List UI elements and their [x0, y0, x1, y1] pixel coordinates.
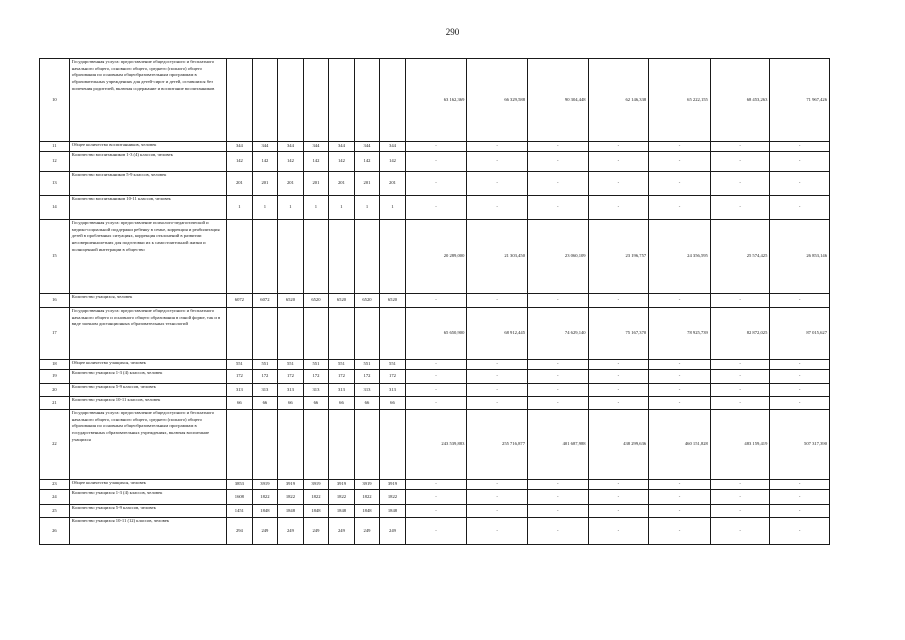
quantity-cell: 172	[380, 370, 406, 384]
amount-cell: 23 060,109	[527, 220, 588, 294]
quantity-cell	[252, 220, 278, 294]
amount-cell: -	[770, 294, 830, 308]
amount-cell: -	[649, 172, 711, 196]
description-cell: Количество учащихся 5-9 классов, человек	[69, 505, 226, 518]
quantity-cell: 142	[354, 152, 380, 172]
quantity-cell: 172	[329, 370, 355, 384]
amount-cell: -	[405, 294, 467, 308]
quantity-cell: 172	[278, 370, 304, 384]
amount-cell: -	[770, 505, 830, 518]
table-row	[40, 370, 830, 384]
row-number-cell: 11	[40, 142, 70, 152]
quantity-cell: 142	[252, 152, 278, 172]
amount-cell: 24 356,595	[649, 220, 711, 294]
quantity-cell: 66	[303, 397, 329, 410]
quantity-cell	[354, 220, 380, 294]
amount-cell: -	[588, 480, 649, 490]
amount-cell: -	[405, 397, 467, 410]
amount-cell: -	[649, 505, 711, 518]
quantity-cell	[380, 308, 406, 360]
amount-cell: -	[467, 294, 528, 308]
amount-cell: -	[770, 490, 830, 505]
amount-cell: 87 015,627	[770, 308, 830, 360]
quantity-cell: 6520	[380, 294, 406, 308]
amount-cell: -	[588, 294, 649, 308]
quantity-cell: 344	[227, 142, 253, 152]
quantity-cell: 249	[380, 518, 406, 545]
amount-cell: -	[649, 360, 711, 370]
row-number-cell: 14	[40, 196, 70, 220]
quantity-cell: 66	[252, 397, 278, 410]
amount-cell: -	[467, 397, 528, 410]
amount-cell: -	[770, 152, 830, 172]
quantity-cell: 201	[354, 172, 380, 196]
quantity-cell: 344	[380, 142, 406, 152]
quantity-cell: 249	[278, 518, 304, 545]
amount-cell: 63 162,369	[405, 59, 467, 142]
amount-cell: -	[710, 360, 770, 370]
amount-cell: -	[588, 397, 649, 410]
row-number-cell: 18	[40, 360, 70, 370]
quantity-cell: 201	[303, 172, 329, 196]
quantity-cell: 1822	[303, 490, 329, 505]
quantity-cell: 1	[329, 196, 355, 220]
amount-cell: -	[527, 370, 588, 384]
amount-cell: -	[710, 490, 770, 505]
table-row	[40, 152, 830, 172]
quantity-cell: 1848	[278, 505, 304, 518]
quantity-cell	[303, 410, 329, 480]
amount-cell: -	[588, 142, 649, 152]
description-cell: Количество учащихся, человек	[69, 294, 226, 308]
row-number-cell: 13	[40, 172, 70, 196]
amount-cell: -	[405, 480, 467, 490]
table-row	[40, 518, 830, 545]
table-row	[40, 505, 830, 518]
amount-cell: -	[649, 142, 711, 152]
amount-cell: 401 687,988	[527, 410, 588, 480]
amount-cell: -	[588, 490, 649, 505]
quantity-cell	[252, 410, 278, 480]
quantity-cell: 142	[329, 152, 355, 172]
row-number-cell: 16	[40, 294, 70, 308]
quantity-cell: 66	[380, 397, 406, 410]
amount-cell: -	[710, 480, 770, 490]
amount-cell: 82 872,025	[710, 308, 770, 360]
amount-cell: -	[710, 505, 770, 518]
table-row	[40, 490, 830, 505]
amount-cell: 90 304,448	[527, 59, 588, 142]
quantity-cell: 66	[227, 397, 253, 410]
amount-cell: -	[649, 196, 711, 220]
quantity-cell: 313	[354, 384, 380, 397]
amount-cell: -	[405, 196, 467, 220]
table-row	[40, 196, 830, 220]
description-cell: Государственная услуга: предоставление общедоступного и бесплатного начального общего и основного общего образования в очной форме, так и в виде заочном дистанционных образовательных технологий	[69, 308, 226, 360]
amount-cell: 25 574,425	[710, 220, 770, 294]
table-row	[40, 384, 830, 397]
quantity-cell: 1	[227, 196, 253, 220]
quantity-cell: 142	[380, 152, 406, 172]
amount-cell: 65 650,900	[405, 308, 467, 360]
quantity-cell: 172	[252, 370, 278, 384]
quantity-cell	[380, 410, 406, 480]
amount-cell: 21 303,450	[467, 220, 528, 294]
description-cell: Количество воспитанников 10-11 классов, человек	[69, 196, 226, 220]
quantity-cell: 142	[227, 152, 253, 172]
quantity-cell: 313	[278, 384, 304, 397]
amount-cell: 23 196,757	[588, 220, 649, 294]
amount-cell: -	[770, 518, 830, 545]
row-number-cell: 19	[40, 370, 70, 384]
amount-cell: -	[710, 518, 770, 545]
quantity-cell: 344	[278, 142, 304, 152]
quantity-cell: 3919	[303, 480, 329, 490]
amount-cell: -	[467, 480, 528, 490]
description-cell: Количество учащихся 1-3 (4) классов, человек	[69, 370, 226, 384]
amount-cell: 78 925,739	[649, 308, 711, 360]
amount-cell: -	[649, 480, 711, 490]
quantity-cell: 66	[354, 397, 380, 410]
row-number-cell: 26	[40, 518, 70, 545]
amount-cell: -	[649, 152, 711, 172]
quantity-cell: 1848	[380, 505, 406, 518]
description-cell: Общее количество воспитанников, человек	[69, 142, 226, 152]
quantity-cell: 3919	[329, 480, 355, 490]
amount-cell: -	[710, 142, 770, 152]
amount-cell: 68 453,263	[710, 59, 770, 142]
amount-cell: 68 912,445	[467, 308, 528, 360]
amount-cell: -	[467, 518, 528, 545]
amount-cell: -	[405, 142, 467, 152]
amount-cell: -	[588, 152, 649, 172]
table-row	[40, 220, 830, 294]
amount-cell: 66 329,588	[467, 59, 528, 142]
table-row	[40, 294, 830, 308]
quantity-cell	[354, 59, 380, 142]
row-number-cell: 24	[40, 490, 70, 505]
amount-cell: -	[588, 370, 649, 384]
description-cell: Количество воспитанников 5-9 классов, человек	[69, 172, 226, 196]
amount-cell: -	[710, 196, 770, 220]
quantity-cell: 201	[227, 172, 253, 196]
amount-cell: -	[527, 172, 588, 196]
quantity-cell	[227, 410, 253, 480]
amount-cell: 460 151,828	[649, 410, 711, 480]
table-row	[40, 410, 830, 480]
amount-cell: -	[770, 172, 830, 196]
amount-cell: -	[527, 480, 588, 490]
row-number-cell: 20	[40, 384, 70, 397]
quantity-cell: 313	[227, 384, 253, 397]
amount-cell: -	[770, 142, 830, 152]
quantity-cell: 1848	[329, 505, 355, 518]
amount-cell: -	[467, 490, 528, 505]
quantity-cell	[380, 59, 406, 142]
quantity-cell: 294	[227, 518, 253, 545]
quantity-cell: 1451	[227, 505, 253, 518]
amount-cell: -	[649, 370, 711, 384]
quantity-cell	[329, 308, 355, 360]
quantity-cell: 6072	[252, 294, 278, 308]
quantity-cell: 172	[227, 370, 253, 384]
amount-cell: -	[467, 196, 528, 220]
amount-cell: -	[405, 360, 467, 370]
amount-cell: -	[649, 294, 711, 308]
quantity-cell: 313	[329, 384, 355, 397]
row-number-cell: 22	[40, 410, 70, 480]
row-number-cell: 25	[40, 505, 70, 518]
amount-cell: -	[467, 360, 528, 370]
amount-cell: -	[467, 142, 528, 152]
amount-cell: -	[527, 384, 588, 397]
amount-cell: -	[710, 384, 770, 397]
quantity-cell: 142	[278, 152, 304, 172]
amount-cell: -	[527, 142, 588, 152]
amount-cell: -	[649, 397, 711, 410]
description-cell: Количество воспитанников 1-3 (4) классов, человек	[69, 152, 226, 172]
amount-cell: 62 146,338	[588, 59, 649, 142]
quantity-cell	[252, 308, 278, 360]
quantity-cell: 201	[329, 172, 355, 196]
amount-cell: -	[405, 172, 467, 196]
amount-cell: 71 967,426	[770, 59, 830, 142]
quantity-cell	[303, 59, 329, 142]
table-row	[40, 360, 830, 370]
amount-cell: -	[405, 518, 467, 545]
quantity-cell: 249	[252, 518, 278, 545]
row-number-cell: 12	[40, 152, 70, 172]
amount-cell: 255 716,877	[467, 410, 528, 480]
quantity-cell: 249	[354, 518, 380, 545]
amount-cell: -	[527, 490, 588, 505]
description-cell: Количество учащихся 10-11 классов, человек	[69, 397, 226, 410]
amount-cell: -	[710, 172, 770, 196]
description-cell: Количество учащихся 10-11 (12) классов, человек	[69, 518, 226, 545]
quantity-cell	[227, 59, 253, 142]
quantity-cell	[278, 308, 304, 360]
quantity-cell: 344	[329, 142, 355, 152]
quantity-cell	[278, 410, 304, 480]
amount-cell: -	[710, 152, 770, 172]
quantity-cell: 551	[354, 360, 380, 370]
quantity-cell: 249	[303, 518, 329, 545]
quantity-cell: 3853	[227, 480, 253, 490]
amount-cell: -	[770, 480, 830, 490]
amount-cell: -	[467, 384, 528, 397]
page-number: 290	[445, 27, 460, 37]
amount-cell: -	[770, 397, 830, 410]
quantity-cell: 344	[354, 142, 380, 152]
quantity-cell: 3919	[252, 480, 278, 490]
amount-cell: -	[588, 384, 649, 397]
amount-cell: -	[710, 397, 770, 410]
amount-cell: -	[405, 505, 467, 518]
quantity-cell	[329, 59, 355, 142]
amount-cell: -	[527, 397, 588, 410]
amount-cell: -	[405, 370, 467, 384]
quantity-cell	[278, 59, 304, 142]
amount-cell: -	[649, 490, 711, 505]
quantity-cell: 1848	[354, 505, 380, 518]
amount-cell: 483 159,419	[710, 410, 770, 480]
amount-cell: -	[770, 370, 830, 384]
amount-cell: -	[710, 370, 770, 384]
table-row	[40, 59, 830, 142]
amount-cell: -	[588, 360, 649, 370]
quantity-cell: 6072	[227, 294, 253, 308]
quantity-cell: 1	[354, 196, 380, 220]
quantity-cell: 6520	[329, 294, 355, 308]
quantity-cell	[303, 220, 329, 294]
table-row	[40, 142, 830, 152]
quantity-cell: 1	[380, 196, 406, 220]
amount-cell: 20 289,000	[405, 220, 467, 294]
amount-cell: -	[467, 152, 528, 172]
quantity-cell: 551	[252, 360, 278, 370]
amount-cell: -	[770, 360, 830, 370]
quantity-cell: 3919	[354, 480, 380, 490]
quantity-cell	[278, 220, 304, 294]
amount-cell: -	[710, 294, 770, 308]
quantity-cell: 1608	[227, 490, 253, 505]
row-number-cell: 23	[40, 480, 70, 490]
amount-cell: -	[588, 505, 649, 518]
amount-cell: -	[770, 196, 830, 220]
quantity-cell	[354, 308, 380, 360]
amount-cell: -	[649, 384, 711, 397]
quantity-cell: 551	[278, 360, 304, 370]
quantity-cell: 1822	[354, 490, 380, 505]
amount-cell: -	[588, 196, 649, 220]
quantity-cell: 201	[252, 172, 278, 196]
row-number-cell: 21	[40, 397, 70, 410]
amount-cell: -	[527, 152, 588, 172]
amount-cell: 243 539,883	[405, 410, 467, 480]
quantity-cell	[303, 308, 329, 360]
quantity-cell	[329, 410, 355, 480]
amount-cell: -	[405, 152, 467, 172]
quantity-cell	[354, 410, 380, 480]
quantity-cell	[329, 220, 355, 294]
quantity-cell: 344	[252, 142, 278, 152]
quantity-cell: 249	[329, 518, 355, 545]
description-cell: Количество учащихся 5-9 классов, человек	[69, 384, 226, 397]
amount-cell: -	[527, 196, 588, 220]
description-cell: Государственная услуга: предоставление психолого-педагогической и медико-социальной поддержки ребенку в семье, коррекция и реабилитация детей в проблемных ситуациях, коррекция отклонений в развитии несовершеннолетних для подготовки их к самостоятельной жизни и полноценной интеграции в общество	[69, 220, 226, 294]
quantity-cell: 313	[252, 384, 278, 397]
amount-cell: -	[649, 518, 711, 545]
amount-cell: 74 629,140	[527, 308, 588, 360]
quantity-cell: 313	[380, 384, 406, 397]
quantity-cell: 313	[303, 384, 329, 397]
quantity-cell: 551	[380, 360, 406, 370]
quantity-cell: 344	[303, 142, 329, 152]
quantity-cell: 6520	[354, 294, 380, 308]
amount-cell: 438 299,636	[588, 410, 649, 480]
amount-cell: -	[527, 505, 588, 518]
quantity-cell: 1	[303, 196, 329, 220]
amount-cell: -	[527, 360, 588, 370]
amount-cell: -	[527, 518, 588, 545]
quantity-cell: 6520	[303, 294, 329, 308]
quantity-cell: 142	[303, 152, 329, 172]
row-number-cell: 10	[40, 59, 70, 142]
table-row	[40, 308, 830, 360]
amount-cell: 75 167,370	[588, 308, 649, 360]
quantity-cell: 201	[278, 172, 304, 196]
amount-cell: 507 317,390	[770, 410, 830, 480]
amount-cell: -	[527, 294, 588, 308]
quantity-cell: 1	[252, 196, 278, 220]
quantity-cell: 172	[354, 370, 380, 384]
quantity-cell: 172	[303, 370, 329, 384]
table-row	[40, 172, 830, 196]
quantity-cell: 1822	[252, 490, 278, 505]
quantity-cell: 201	[380, 172, 406, 196]
budget-table	[39, 58, 830, 545]
quantity-cell: 1822	[329, 490, 355, 505]
amount-cell: -	[588, 172, 649, 196]
quantity-cell: 1	[278, 196, 304, 220]
quantity-cell: 6520	[278, 294, 304, 308]
row-number-cell: 17	[40, 308, 70, 360]
quantity-cell: 551	[329, 360, 355, 370]
quantity-cell: 1848	[303, 505, 329, 518]
quantity-cell: 551	[303, 360, 329, 370]
quantity-cell	[227, 308, 253, 360]
description-cell: Общее количество учащихся, человек	[69, 360, 226, 370]
description-cell: Государственная услуга: предоставление общедоступного и бесплатного начального общего, основного общего, среднего (полного) общего образования по основным общеобразовательным программам в государственных образовательных учреждениях, включая воспитание учащихся	[69, 410, 226, 480]
amount-cell: 26 853,146	[770, 220, 830, 294]
amount-cell: -	[405, 490, 467, 505]
quantity-cell	[252, 59, 278, 142]
quantity-cell: 1848	[252, 505, 278, 518]
quantity-cell: 1822	[278, 490, 304, 505]
amount-cell: -	[770, 384, 830, 397]
quantity-cell: 1822	[380, 490, 406, 505]
quantity-cell: 66	[329, 397, 355, 410]
quantity-cell: 551	[227, 360, 253, 370]
quantity-cell: 3919	[380, 480, 406, 490]
amount-cell: -	[405, 384, 467, 397]
description-cell: Государственная услуга: предоставление общедоступного и бесплатного начального общего, основного общего, среднего (полного) общего образования по основным общеобразовательным программам в образовательных учреждениях для детей-сирот и детей, оставшихся без попечения родителей, включая содержание и воспитание воспитанников	[69, 59, 226, 142]
table-row	[40, 397, 830, 410]
description-cell: Общее количество учащихся, человек	[69, 480, 226, 490]
table-row	[40, 480, 830, 490]
amount-cell: -	[467, 172, 528, 196]
amount-cell: -	[588, 518, 649, 545]
description-cell: Количество учащихся 1-3 (4) классов, человек	[69, 490, 226, 505]
amount-cell: -	[467, 505, 528, 518]
quantity-cell: 66	[278, 397, 304, 410]
amount-cell: 65 222,155	[649, 59, 711, 142]
quantity-cell	[380, 220, 406, 294]
amount-cell: -	[467, 370, 528, 384]
quantity-cell: 3919	[278, 480, 304, 490]
quantity-cell	[227, 220, 253, 294]
row-number-cell: 15	[40, 220, 70, 294]
